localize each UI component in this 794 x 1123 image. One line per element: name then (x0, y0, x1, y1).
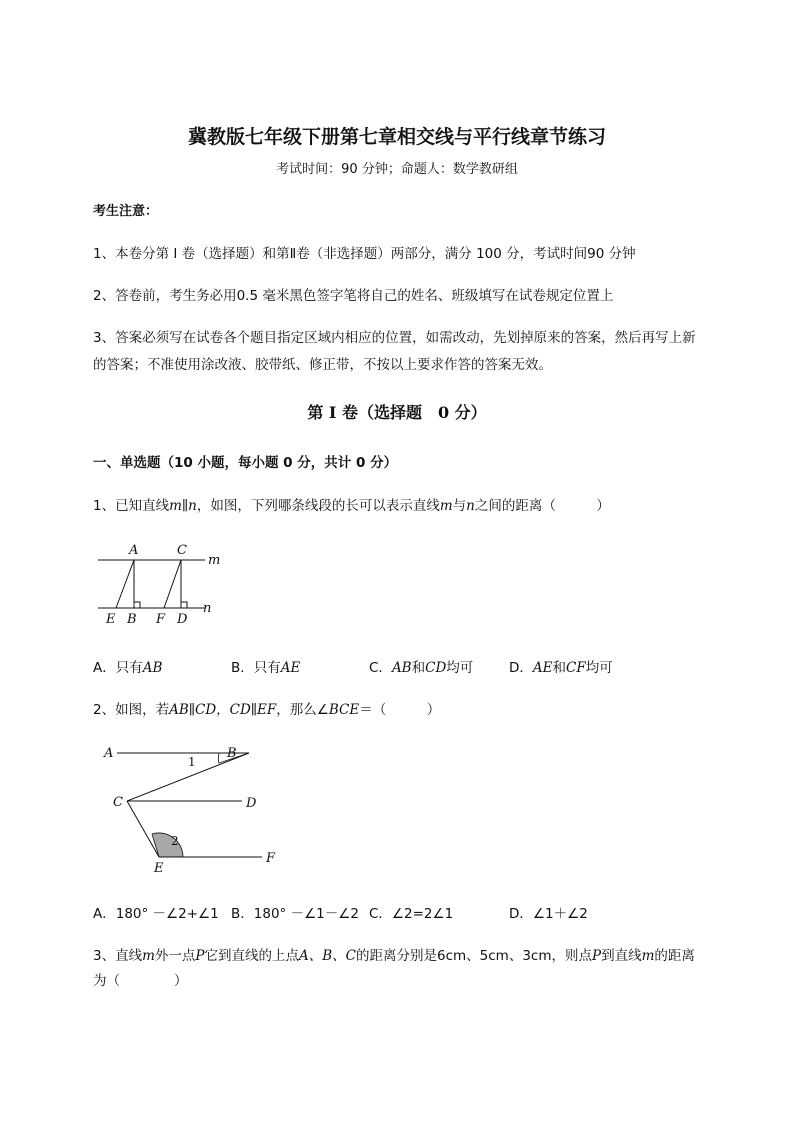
question-1-option-c[interactable]: C．AB和CD均可 (369, 660, 474, 676)
question-1-option-d[interactable]: D．AE和CF均可 (509, 660, 613, 676)
angle-2-label: 2 (171, 834, 179, 848)
notice-item-3: 3、答案必须写在试卷各个题目指定区域内相应的位置，如需改动，先划掉原来的答案，然后再写上新 (93, 330, 696, 346)
question-1-stem: 1、已知直线m∥n，如图，下列哪条线段的长可以表示直线m与n之间的距离（ ） (93, 498, 610, 514)
question-3-stem: 3、直线m外一点P它到直线的上点A、B、C的距离分别是6cm、5cm、3cm，则点P到直线m的距离 (93, 948, 695, 964)
point-label-a: A (104, 746, 114, 761)
point-label-d: D (246, 796, 257, 811)
notice-item-1: 1、本卷分第 I 卷（选择题）和第Ⅱ卷（非选择题）两部分，满分 100 分，考试时间90 分钟 (93, 246, 636, 262)
question-3-stem-cont: 为（ ） (93, 973, 188, 989)
line-label-m: m (208, 553, 221, 568)
section-title: 第 I 卷（选择题 0 分） (307, 403, 487, 422)
point-label-b: B (227, 746, 237, 761)
point-label-e: E (106, 612, 116, 627)
question-2-option-d[interactable]: D．∠1＋∠2 (509, 906, 588, 922)
question-1-option-b[interactable]: B．只有AE (231, 660, 301, 676)
part-heading: 一、单选题（10 小题，每小题 0 分，共计 0 分） (93, 455, 398, 471)
exam-info: 考试时间：90 分钟；命题人：数学教研组 (276, 162, 518, 177)
point-label-e: E (154, 861, 164, 876)
point-label-b: B (127, 612, 137, 627)
question-2-option-b[interactable]: B．180° －∠1－∠2 (231, 906, 359, 922)
point-label-c: C (113, 795, 123, 810)
notice-item-2: 2、答卷前，考生务必用0.5 毫米黑色签字笔将自己的姓名、班级填写在试卷规定位置上 (93, 288, 614, 304)
angle-1-label: 1 (188, 755, 196, 769)
line-label-n: n (203, 601, 212, 616)
point-label-d: D (177, 612, 188, 627)
question-1-figure (90, 538, 230, 630)
point-label-f: F (156, 612, 166, 627)
page-title: 冀教版七年级下册第七章相交线与平行线章节练习 (187, 126, 606, 148)
point-label-a: A (129, 543, 139, 558)
question-1-option-a[interactable]: A．只有AB (93, 660, 163, 676)
question-2-option-c[interactable]: C．∠2=2∠1 (369, 906, 454, 922)
question-2-stem: 2、如图，若AB∥CD，CD∥EF，那么∠BCE＝（ ） (93, 702, 441, 718)
notice-heading: 考生注意： (93, 204, 159, 219)
question-2-option-a[interactable]: A．180° －∠2+∠1 (93, 906, 219, 922)
question-2-figure (95, 736, 295, 876)
point-label-f: F (266, 851, 276, 866)
notice-item-3-cont: 的答案；不准使用涂改液、胶带纸、修正带，不按以上要求作答的答案无效。 (93, 357, 552, 373)
point-label-c: C (177, 543, 187, 558)
